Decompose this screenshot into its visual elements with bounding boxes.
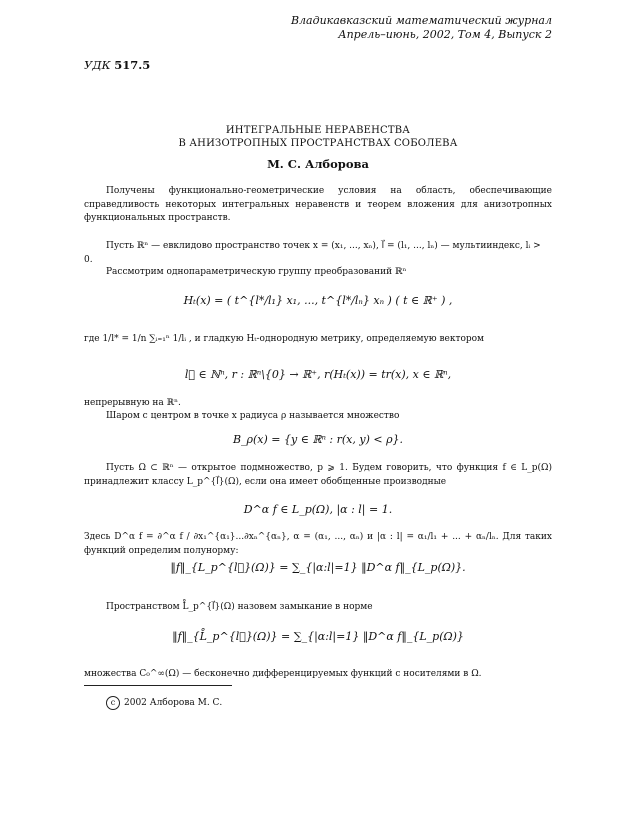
copyright [106,696,222,710]
paragraph-1: Пусть ℝⁿ — евклидово пространство точек x = (x₁, ..., xₙ), l⃗ = (l₁, ..., lₙ) — мультииндекс, lᵢ > 0. [84,241,541,265]
udk-number: 517.5 [114,58,151,72]
equation-2: l⃗ ∈ ℕⁿ, r : ℝⁿ\{0} → ℝ⁺, r(Hₜ(x)) = tr(x), x ∈ ℝⁿ, [184,368,452,381]
journal-name: Владикавказский математический журнал [290,14,552,27]
copyright-icon: c [106,696,120,710]
issue-info: Апрель–июнь, 2002, Том 4, Выпуск 2 [338,28,552,41]
paragraph-2: Рассмотрим однопараметрическую группу преобразований ℝⁿ [106,267,407,277]
copyright-text: 2002 Алборова М. С. [124,698,223,708]
title-line-1: ИНТЕГРАЛЬНЫЕ НЕРАВЕНСТВА [225,125,411,136]
abstract: Получены функционально-геометрические условия на область, обеспечивающие справедливость некоторых интегральных неравенств и теорем вложения для анизотропных функциональных пространств. [84,186,552,223]
author: М. С. Алборова [267,157,369,171]
udk [84,58,150,72]
title-line-2: В АНИЗОТРОПНЫХ ПРОСТРАНСТВАХ СОБОЛЕВА [178,138,458,149]
equation-5: ‖f‖_{L_p^{l⃗}(Ω)} = ∑_{|α:l|=1} ‖D^α f‖_{L_p(Ω)}. [170,561,466,574]
equation-3: B_ρ(x) = {y ∈ ℝⁿ : r(x, y) < ρ}. [232,433,404,446]
paragraph-6: Пусть Ω ⊂ ℝⁿ — открытое подмножество, p ⩾ 1. Будем говорить, что функция f ∈ L_p(Ω) принадлежит классу L_p^{l⃗}(Ω), если она имеет обобщенные производные [84,463,552,487]
paragraph-8: Пространством L̊_p^{l⃗}(Ω) назовем замыкание в норме [106,602,373,612]
equation-4: D^α f ∈ L_p(Ω), |α : l| = 1. [243,503,393,516]
equation-1: Hₜ(x) = ( t^{l*/l₁} x₁, ..., t^{l*/lₙ} xₙ ) ( t ∈ ℝ⁺ ) , [183,294,453,307]
paragraph-7: Здесь D^α f = ∂^α f / ∂x₁^{α₁}...∂xₙ^{αₙ}, α = (α₁, ..., αₙ) и |α : l| = α₁/l₁ + ... + αₙ/lₙ. Для таких функций определим полунорму: [84,532,552,556]
footnote-rule [84,685,232,686]
paragraph-5: Шаром с центром в точке x радиуса ρ называется множество [106,411,400,421]
udk-label: УДК [84,58,111,72]
paragraph-9: множества C₀^∞(Ω) — бесконечно дифференцируемых функций с носителями в Ω. [84,669,482,679]
paragraph-3: где 1/l* = 1/n ∑ᵢ₌₁ⁿ 1/lᵢ , и гладкую Hₜ-однородную метрику, определяемую вектором [84,334,485,344]
paragraph-4: непрерывную на ℝⁿ. [84,398,181,408]
equation-6: ‖f‖_{L̊_p^{l⃗}(Ω)} = ∑_{|α:l|=1} ‖D^α f‖_{L_p(Ω)} [172,630,464,643]
